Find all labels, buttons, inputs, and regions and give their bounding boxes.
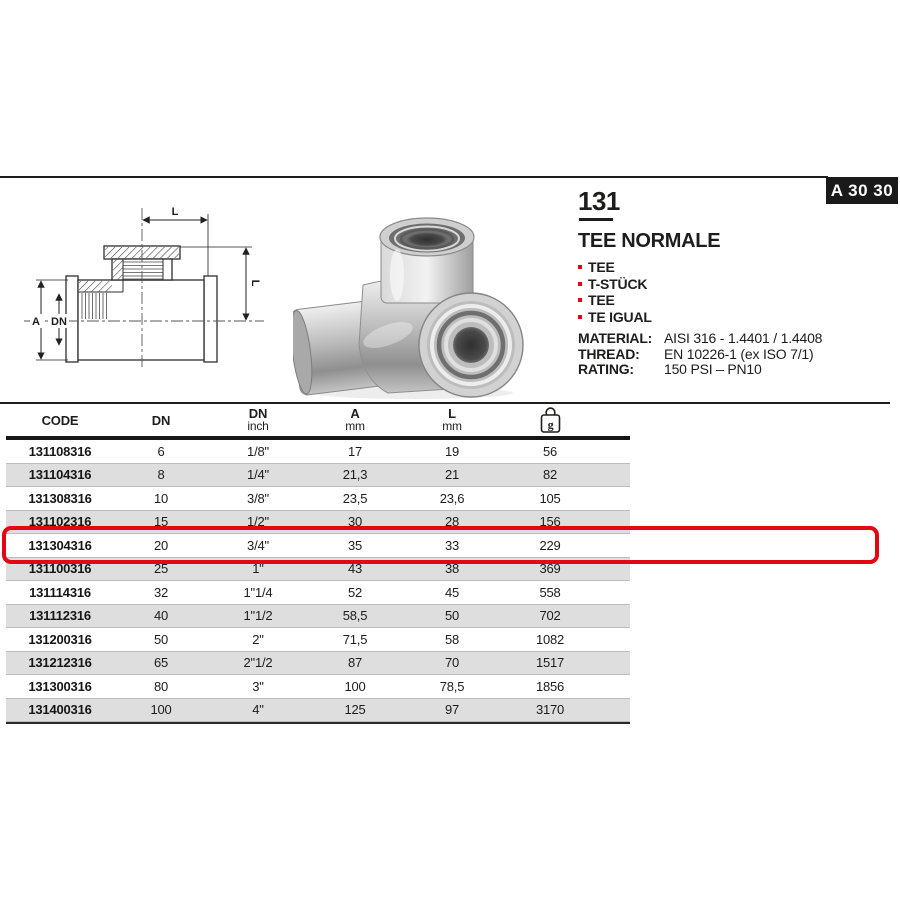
spec-row-rating [578, 362, 888, 378]
spec-value: AISI 316 - 1.4401 / 1.4408 [664, 330, 823, 346]
product-name-label: TE IGUAL [588, 308, 652, 325]
cell-weight: 105 [539, 490, 561, 506]
cell-code: 131308316 [28, 490, 92, 506]
bullet-icon [578, 265, 582, 269]
cell-dn: 32 [153, 584, 169, 600]
col-header-weight [502, 404, 598, 436]
product-name-item [578, 309, 888, 326]
cell-code: 131102316 [28, 514, 92, 530]
product-number: 131 [578, 186, 620, 216]
cell-code: 131112316 [29, 608, 91, 624]
product-name-item [578, 259, 888, 276]
product-title: TEE NORMALE [578, 230, 721, 252]
cell-dn-inch: 1" [252, 561, 264, 577]
svg-text:g: g [547, 417, 553, 432]
product-specs [578, 331, 888, 378]
cell-dn: 15 [153, 514, 169, 530]
cell-l-mm: 58 [444, 631, 460, 647]
cell-code: 131114316 [29, 584, 91, 600]
cell-dn-inch: 1"1/2 [243, 608, 273, 624]
cell-weight: 369 [539, 561, 561, 577]
cell-code: 131304316 [28, 537, 92, 553]
cell-dn-inch: 1/2" [247, 514, 269, 530]
dim-label-a: A [32, 316, 40, 328]
dim-label-top-l: L [171, 206, 179, 218]
product-name-label: TEE [588, 292, 615, 308]
cell-dn-inch: 1/4" [247, 467, 269, 483]
cell-dn-inch: 2"1/2 [243, 655, 273, 671]
spec-label: RATING: [578, 361, 634, 377]
cell-l-mm: 78,5 [439, 678, 465, 694]
product-header [578, 186, 888, 378]
cell-weight: 1517 [535, 655, 565, 671]
col-header-dn-inch: DN inch [247, 406, 269, 433]
cell-dn: 6 [157, 443, 165, 459]
cell-a-mm: 17 [347, 443, 363, 459]
cell-l-mm: 70 [444, 655, 460, 671]
cell-dn-inch: 2" [252, 631, 264, 647]
cell-code: 131104316 [28, 467, 92, 483]
cell-a-mm: 30 [347, 514, 363, 530]
cell-dn-inch: 1/8" [247, 443, 269, 459]
cell-a-mm: 23,5 [342, 490, 368, 506]
cell-dn: 40 [153, 608, 169, 624]
table-row [6, 581, 630, 605]
cell-weight: 82 [542, 467, 558, 483]
dimension-table [6, 404, 884, 724]
product-name-item [578, 292, 888, 309]
cell-dn: 80 [153, 678, 169, 694]
table-row [6, 464, 630, 488]
cell-code: 131108316 [28, 443, 92, 459]
cell-dn: 100 [150, 702, 172, 718]
cell-code: 131200316 [28, 631, 92, 647]
cell-l-mm: 28 [444, 514, 460, 530]
spec-row-material [578, 331, 888, 347]
product-name-label: T-STÜCK [588, 275, 648, 292]
cell-l-mm: 19 [444, 443, 460, 459]
cell-weight: 3170 [535, 702, 565, 718]
top-divider [0, 176, 828, 178]
cell-l-mm: 38 [444, 561, 460, 577]
table-header-row [6, 404, 884, 436]
dim-label-right-l: L [249, 279, 261, 287]
cell-dn-inch: 1"1/4 [243, 584, 273, 600]
cell-l-mm: 97 [444, 702, 460, 718]
cell-weight: 1856 [535, 678, 565, 694]
table-row [6, 675, 630, 699]
cell-code: 131300316 [28, 678, 92, 694]
product-name-label: TEE [588, 259, 615, 275]
cell-weight: 1082 [535, 631, 565, 647]
cell-weight: 702 [539, 608, 561, 624]
cell-dn: 10 [153, 490, 169, 506]
bullet-icon [578, 298, 582, 302]
corner-badge: A 30 30 [826, 177, 898, 204]
table-row [6, 652, 630, 676]
col-header-l-mm: L mm [442, 406, 462, 433]
number-underline [579, 218, 613, 221]
col-header-dn: DN [151, 412, 171, 428]
product-name-item [578, 276, 888, 293]
cell-a-mm: 43 [347, 561, 363, 577]
bullet-icon [578, 315, 582, 319]
cell-dn-inch: 3/4" [247, 537, 269, 553]
cell-dn-inch: 3/8" [247, 490, 269, 506]
table-row [6, 699, 630, 723]
table-row [6, 511, 630, 535]
table-row [6, 628, 630, 652]
table-bottom-rule [6, 722, 630, 724]
cell-dn: 25 [153, 561, 169, 577]
cell-l-mm: 45 [444, 584, 460, 600]
table-row [6, 558, 630, 582]
table-row [6, 487, 630, 511]
cell-l-mm: 33 [444, 537, 460, 553]
cell-a-mm: 71,5 [342, 631, 368, 647]
cell-a-mm: 35 [347, 537, 363, 553]
cell-a-mm: 52 [347, 584, 363, 600]
cell-a-mm: 87 [347, 655, 363, 671]
cell-a-mm: 125 [344, 702, 366, 718]
technical-drawing-icon [16, 190, 278, 385]
cell-a-mm: 58,5 [342, 608, 368, 624]
cell-l-mm: 50 [444, 608, 460, 624]
cell-weight: 156 [539, 514, 561, 530]
table-row [6, 440, 630, 464]
cell-a-mm: 21,3 [342, 467, 368, 483]
spec-row-thread [578, 347, 888, 363]
table-row-highlighted [6, 534, 630, 558]
spec-value: EN 10226-1 (ex ISO 7/1) [664, 345, 814, 362]
cell-weight: 558 [539, 584, 561, 600]
cell-dn-inch: 4" [252, 702, 264, 718]
cell-dn: 8 [157, 467, 165, 483]
cell-weight: 56 [542, 443, 558, 459]
col-header-code: CODE [41, 412, 79, 428]
cell-a-mm: 100 [344, 678, 366, 694]
cell-dn: 50 [153, 631, 169, 647]
spec-label: THREAD: [578, 345, 640, 362]
cell-dn: 65 [153, 655, 169, 671]
spec-label: MATERIAL: [578, 330, 653, 346]
col-header-a-mm: A mm [345, 406, 365, 433]
dim-label-dn: DN [51, 316, 67, 328]
cell-code: 131400316 [28, 702, 92, 718]
product-name-list [578, 259, 888, 325]
cell-l-mm: 23,6 [439, 490, 465, 506]
bullet-icon [578, 282, 582, 286]
cell-l-mm: 21 [444, 467, 460, 483]
cell-code: 131212316 [28, 655, 92, 671]
product-photo [293, 215, 543, 400]
table-row [6, 605, 630, 629]
cell-weight: 229 [539, 537, 561, 553]
spec-value: 150 PSI – PN10 [664, 361, 762, 377]
cell-dn-inch: 3" [252, 678, 264, 694]
cell-code: 131100316 [28, 561, 92, 577]
cell-dn: 20 [153, 537, 169, 553]
weight-grams-icon [538, 406, 563, 434]
